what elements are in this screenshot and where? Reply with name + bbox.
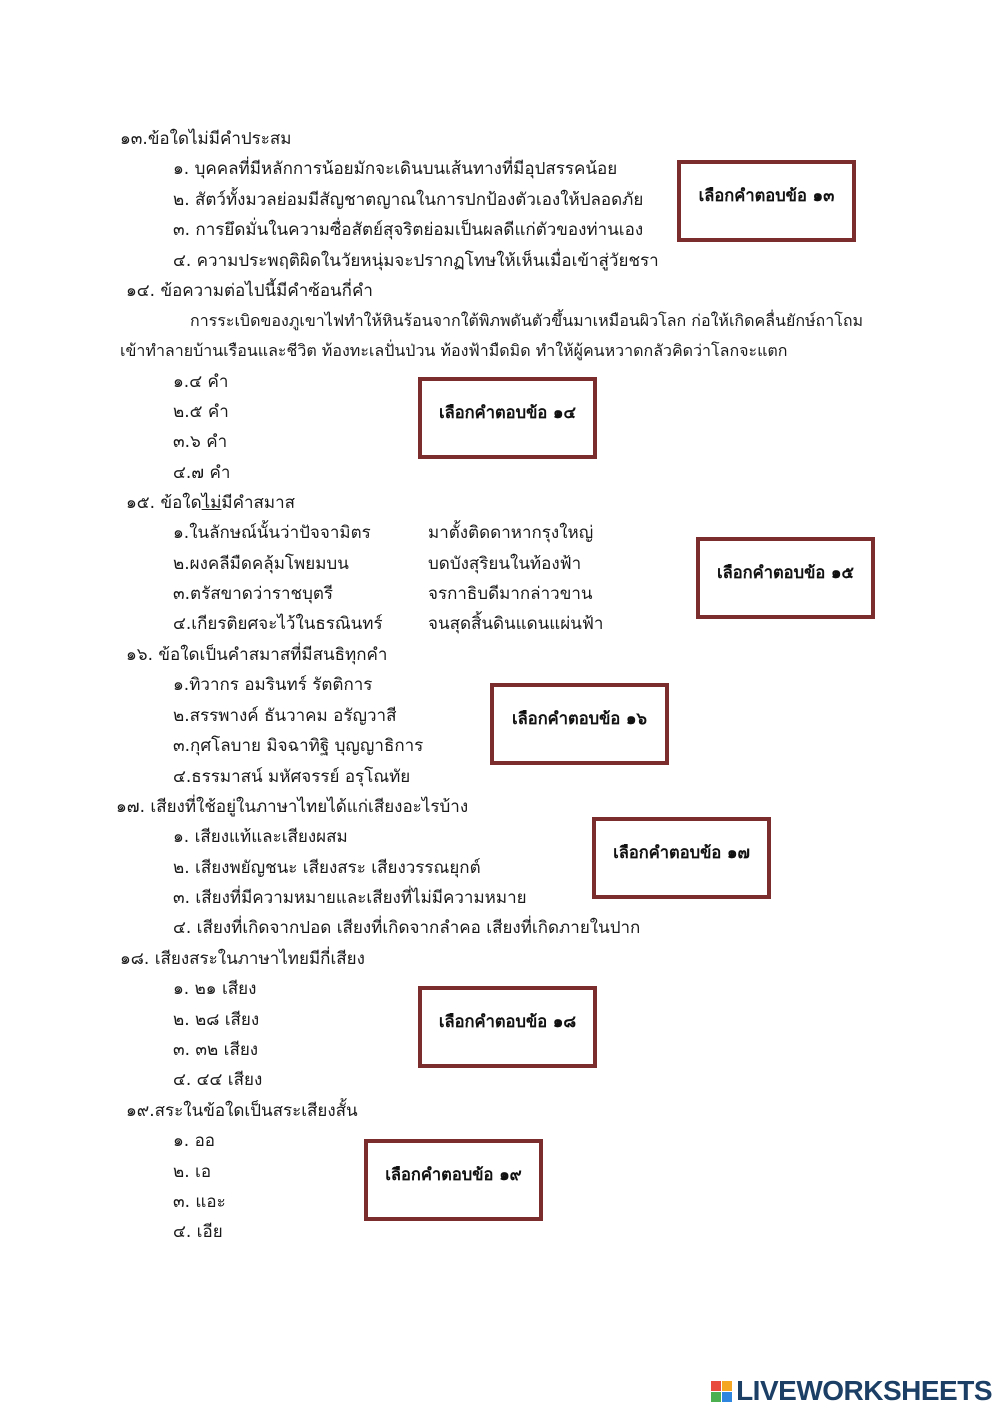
q18-question: ๑๘. เสียงสระในภาษาไทยมีกี่เสียง (120, 949, 365, 969)
mark-letter-i (722, 1381, 732, 1391)
answer-box-19[interactable] (364, 1139, 543, 1221)
q19-option-4: ๔. เอีย (173, 1222, 223, 1242)
q19-option-1: ๑. ออ (173, 1131, 216, 1151)
q17-option-2: ๒. เสียงพยัญชนะ เสียงสระ เสียงวรรณยุกต์ (173, 858, 481, 878)
q14-option-2: ๒.๕ คำ (173, 402, 229, 422)
liveworksheets-wordmark: LIVEWORKSHEETS (736, 1375, 992, 1406)
mark-letter-v (711, 1392, 721, 1402)
q18-option-1: ๑. ๒๑ เสียง (173, 979, 257, 999)
q16-question: ๑๖. ข้อใดเป็นคำสมาสที่มีสนธิทุกคำ (126, 645, 388, 665)
q18-option-3: ๓. ๓๒ เสียง (173, 1040, 259, 1060)
q13-question: ๑๓.ข้อใดไม่มีคำประสม (120, 129, 292, 149)
liveworksheets-mark-icon (711, 1381, 732, 1402)
q15-option-4-right: จนสุดสิ้นดินแดนแผ่นฟ้า (428, 614, 604, 634)
q13-option-2: ๒. สัตว์ทั้งมวลย่อมมีสัญชาตญาณในการปกป้องตัวเองให้ปลอดภัย (173, 190, 644, 210)
q14-option-3: ๓.๖ คำ (173, 432, 228, 452)
answer-box-14[interactable] (418, 377, 597, 459)
q14-passage-line-2: เข้าทำลายบ้านเรือนและชีวิต ท้องทะเลปั่นป่วน ท้องฟ้ามืดมิด ทำให้ผู้คนหวาดกลัวคิดว่าโลกจะแตก (120, 341, 788, 360)
q18-option-4: ๔. ๔๔ เสียง (173, 1070, 263, 1090)
q16-option-2: ๒.สรรพางค์ ธันวาคม อรัญวาสี (173, 706, 397, 726)
answer-box-15-label: เลือกคำตอบข้อ ๑๕ (717, 563, 854, 582)
q17-option-4: ๔. เสียงที่เกิดจากปอด เสียงที่เกิดจากลำคอ เสียงที่เกิดภายในปาก (173, 918, 641, 938)
q13-option-3: ๓. การยึดมั่นในความซื่อสัตย์สุจริตย่อมเป็นผลดีแก่ตัวของท่านเอง (173, 220, 644, 240)
q17-option-1: ๑. เสียงแท้และเสียงผสม (173, 827, 348, 847)
q16-option-1: ๑.ทิวากร อมรินทร์ รัตติการ (173, 675, 373, 695)
q14-passage-line-1: การระเบิดของภูเขาไฟทำให้หินร้อนจากใต้พิภพดันตัวขึ้นมาเหมือนผิวโลก ก่อให้เกิดคลื่นยักษ์ถาโถม (190, 311, 864, 330)
q15-option-3-right: จรกาธิบดีมากล่าวขาน (428, 584, 593, 604)
q13-option-1: ๑. บุคคลที่มีหลักการน้อยมักจะเดินบนเส้นทางที่มีอุปสรรคน้อย (173, 159, 618, 179)
answer-box-18[interactable] (418, 986, 597, 1068)
q14-question: ๑๔. ข้อความต่อไปนี้มีคำซ้อนกี่คำ (126, 281, 373, 301)
q17-option-3: ๓. เสียงที่มีความหมายและเสียงที่ไม่มีความหมาย (173, 888, 527, 908)
answer-box-18-label: เลือกคำตอบข้อ ๑๘ (438, 1012, 577, 1031)
q19-question: ๑๙.สระในข้อใดเป็นสระเสียงสั้น (126, 1101, 358, 1121)
answer-box-17[interactable] (592, 817, 771, 899)
q15-question (126, 491, 295, 515)
q15-option-3-left: ๓.ตรัสขาดว่าราชบุตรี (173, 584, 334, 604)
mark-letter-e (722, 1392, 732, 1402)
answer-box-19-label: เลือกคำตอบข้อ ๑๙ (385, 1165, 522, 1184)
q15-option-1-right: มาตั้งติดดาหากรุงใหญ่ (428, 523, 594, 543)
q15-option-1-left: ๑.ในลักษณ์นั้นว่าปัจจามิตร (173, 523, 371, 543)
q14-option-1: ๑.๔ คำ (173, 372, 229, 392)
q15-option-2-right: บดบังสุริยนในท้องฟ้า (428, 554, 582, 574)
q19-option-3: ๓. แอะ (173, 1192, 226, 1212)
q13-option-4: ๔. ความประพฤติผิดในวัยหนุ่มจะปรากฏโทษให้เห็นเมื่อเข้าสู่วัยชรา (173, 251, 659, 271)
answer-box-13-label: เลือกคำตอบข้อ ๑๓ (698, 186, 835, 205)
mark-letter-l (711, 1381, 721, 1391)
q14-option-4: ๔.๗ คำ (173, 463, 231, 483)
q15-question-post: มีคำสมาส (221, 493, 296, 513)
q17-question: ๑๗. เสียงที่ใช้อยู่ในภาษาไทยได้แก่เสียงอะไรบ้าง (116, 797, 469, 817)
q16-option-4: ๔.ธรรมาสน์ มหัศจรรย์ อรุโณทัย (173, 767, 411, 787)
q15-option-4-left: ๔.เกียรติยศจะไว้ในธรณินทร์ (173, 614, 383, 634)
q15-option-2-left: ๒.ผงคลีมืดคลุ้มโพยมบน (173, 554, 349, 574)
answer-box-16-label: เลือกคำตอบข้อ ๑๖ (512, 709, 647, 728)
q18-option-2: ๒. ๒๘ เสียง (173, 1010, 260, 1030)
answer-box-15[interactable] (696, 537, 875, 619)
answer-box-17-label: เลือกคำตอบข้อ ๑๗ (613, 843, 750, 862)
answer-box-13[interactable] (677, 160, 856, 242)
liveworksheets-logo[interactable] (711, 1375, 992, 1407)
q19-option-2: ๒. เอ (173, 1162, 212, 1182)
answer-box-14-label: เลือกคำตอบข้อ ๑๔ (439, 403, 576, 422)
q16-option-3: ๓.กุศโลบาย มิจฉาทิฐิ บุญญาธิการ (173, 736, 424, 756)
q15-question-pre: ๑๕. ข้อใด (126, 493, 202, 513)
answer-box-16[interactable] (490, 683, 669, 765)
q15-question-underlined: ไม่ (201, 493, 222, 513)
